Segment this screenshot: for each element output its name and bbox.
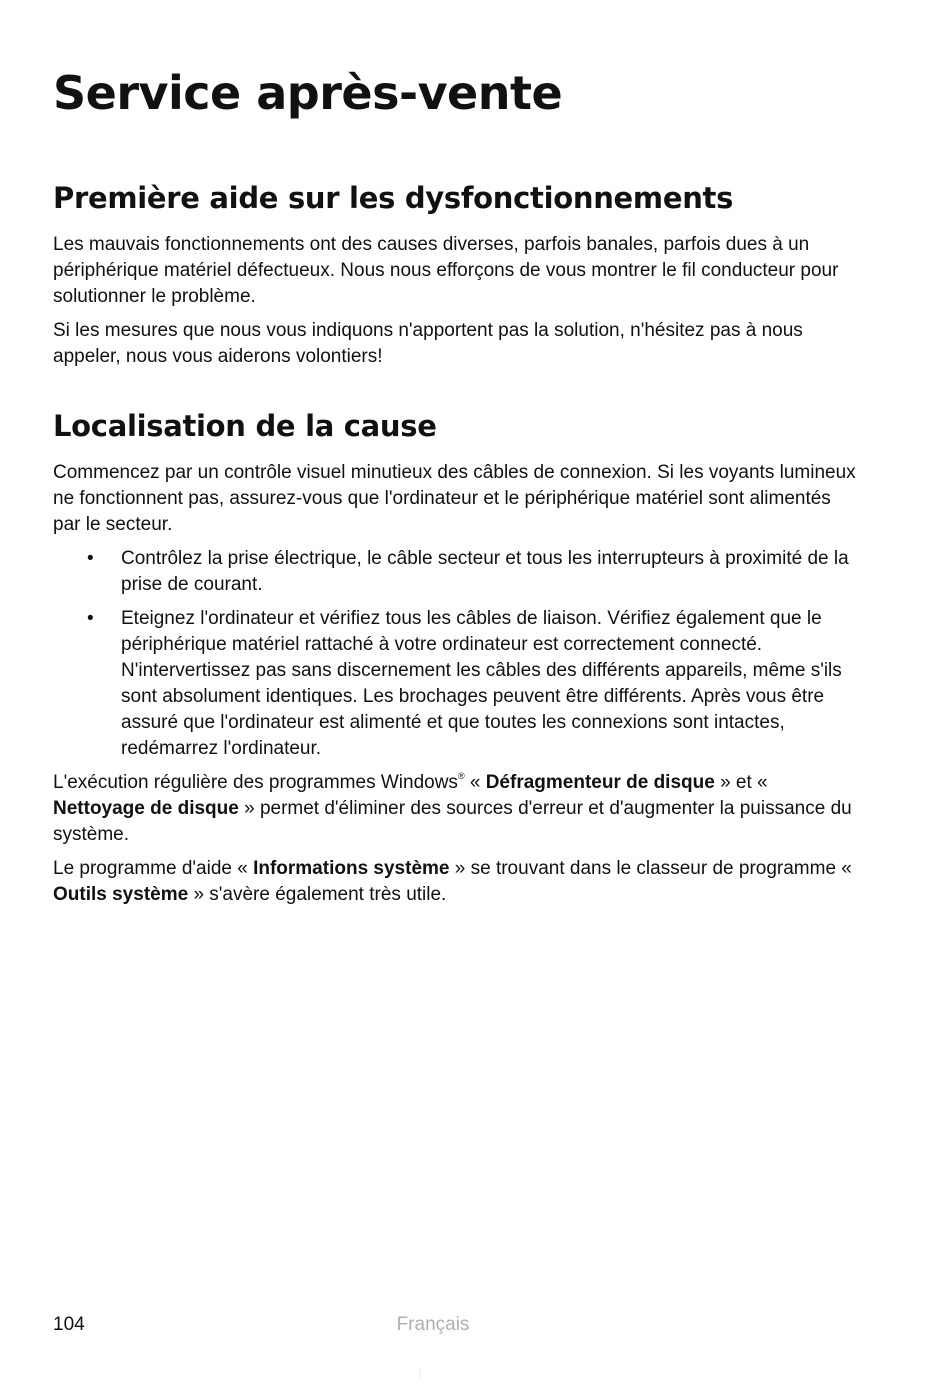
- text-run: » s'avère également très utile.: [188, 884, 447, 905]
- list-item-text: Contrôlez la prise électrique, le câble secteur et tous les interrupteurs à proximité de la prise de courant.: [121, 548, 849, 595]
- text-run: » et «: [714, 772, 768, 793]
- bullet-list: [53, 546, 863, 762]
- list-item: [53, 546, 863, 598]
- section-heading: Localisation de la cause: [53, 409, 437, 443]
- bullet-icon: •: [87, 548, 94, 569]
- paragraph-intro: Commencez par un contrôle visuel minutieux des câbles de connexion. Si les voyants lumineux ne fonctionnent pas, assurez-vous que l'ordinateur et le périphérique matériel sont alimentés par le secteur.: [53, 462, 856, 535]
- footer-language: Français: [396, 1314, 470, 1335]
- section-heading: Première aide sur les dysfonctionnements: [53, 181, 734, 215]
- program-name-sysinfo: Informations système: [253, 858, 450, 879]
- crop-marks: ⋮: [416, 1369, 424, 1378]
- program-name-defrag: Défragmenteur de disque: [485, 772, 715, 793]
- paragraph-windows-tools: [53, 770, 863, 848]
- list-item: [53, 606, 863, 762]
- section-first-aid: [53, 178, 863, 370]
- page-title: Service après-vente: [53, 66, 563, 120]
- section-cause-localisation: [53, 406, 863, 908]
- text-run: » se trouvant dans le classeur de programme «: [449, 858, 852, 879]
- program-folder-systools: Outils système: [53, 884, 189, 905]
- text-run: L'exécution régulière des programmes Windows: [53, 772, 458, 793]
- registered-mark: ®: [457, 770, 465, 781]
- page-number: 104: [53, 1314, 85, 1335]
- paragraph-system-info: [53, 856, 863, 908]
- program-name-cleanup: Nettoyage de disque: [53, 798, 239, 819]
- text-run: » permet d'éliminer des sources d'erreur et d'augmenter la puissance du système.: [53, 798, 852, 845]
- paragraph: Si les mesures que nous vous indiquons n'apportent pas la solution, n'hésitez pas à nous appeler, nous vous aiderons volontiers!: [53, 320, 803, 367]
- paragraph: Les mauvais fonctionnements ont des causes diverses, parfois banales, parfois dues à un périphérique matériel défectueux. Nous nous efforçons de vous montrer le fil conducteur pour solutionner le problème.: [53, 234, 839, 307]
- text-run: «: [464, 772, 486, 793]
- bullet-icon: •: [87, 608, 94, 629]
- text-run: Le programme d'aide «: [53, 858, 254, 879]
- list-item-text: Eteignez l'ordinateur et vérifiez tous les câbles de liaison. Vérifiez également que le périphérique matériel rattaché à votre ordinateur est correctement connecté. N'intervertissez pas sans discernement les câbles des différents appareils, même s'ils sont absolument identiques. Les brochages peuvent être différents. Après vous être assuré que l'ordinateur est alimenté et que toutes les connexions sont intactes, redémarrez l'ordinateur.: [121, 608, 842, 759]
